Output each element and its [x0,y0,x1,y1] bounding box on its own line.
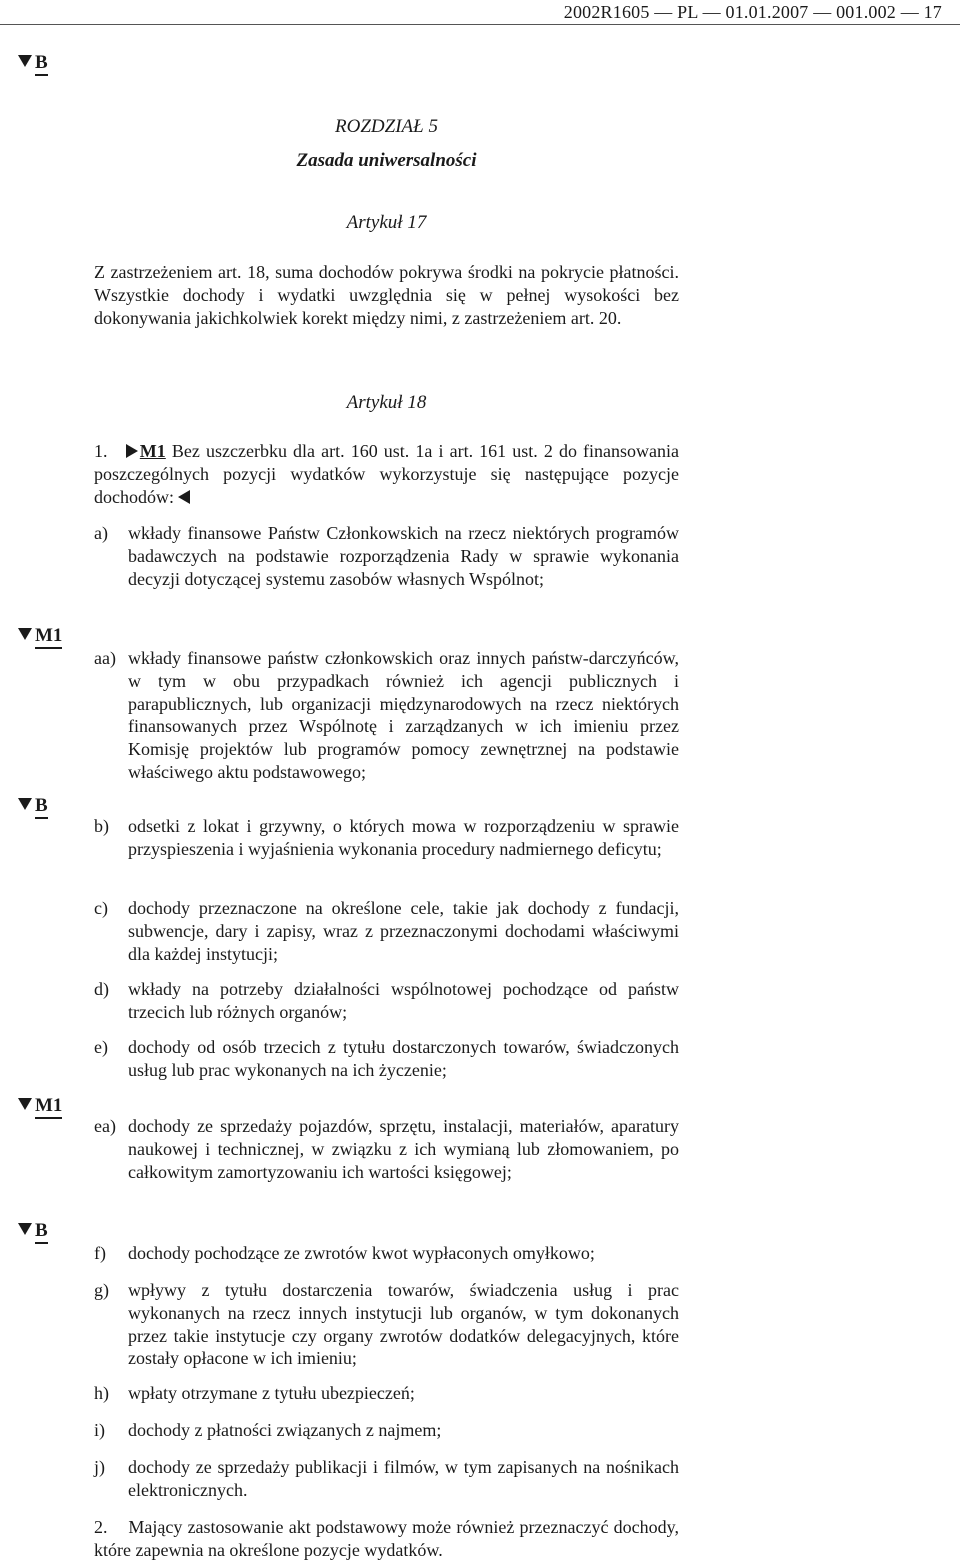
list-item [94,1382,679,1405]
list-item [94,978,679,1024]
list-item [94,1115,679,1183]
item-letter: j) [94,1457,105,1477]
item-text: wkłady finansowe państw członkowskich oraz innych państw-darczyńców, w tym w obu przypadkach również ich agencji publicznych i parapublicznych, lub organizacji międzynarodowych na rzecz niektórych finansowanych przez Wspólnotę i zarządzanych w ich imieniu przez Komisję projektów lub programów pomocy zewnętrznej na podstawie właściwego aktu podstawowego; [128,648,679,782]
list-item [94,815,679,861]
list-item [94,522,679,590]
list-item [94,1036,679,1082]
page-header [0,0,960,25]
paragraph-number: 2. [94,1517,108,1537]
list-item [94,897,679,965]
item-text: dochody ze sprzedaży pojazdów, sprzętu, instalacji, materiałów, aparatury naukowej i technicznej, w związku z ich wymianą lub złomowaniem, po całkowitym zamortyzowaniu ich wartości księgowej; [128,1116,679,1182]
item-text: dochody z płatności związanych z najmem; [128,1420,442,1440]
item-letter: ea) [94,1116,116,1136]
chapter-title: Zasada uniwersalności [296,150,477,171]
triangle-down-icon [18,1098,32,1110]
article-17-heading: Artykuł 17 [346,212,427,233]
amendment-start-arrow-icon [126,444,138,458]
list-item [94,1456,679,1502]
triangle-down-icon [18,798,32,810]
list-item [94,647,679,784]
triangle-down-icon [18,628,32,640]
paragraph-number: 1. [94,441,108,461]
paragraph-text: Bez uszczerbku dla art. 160 ust. 1a i art. 161 ust. 2 do finansowania poszczególnych pozycji wydatków wykorzystuje się następujące pozycje dochodów: [94,441,680,507]
item-text: dochody od osób trzecich z tytułu dostarczonych towarów, świadczonych usług lub prac wykonanych na ich życzenie; [128,1037,679,1080]
article-18-paragraph-2 [94,1516,679,1562]
item-text: wkłady na potrzeby działalności wspólnotowej pochodzące od państw trzecich lub różnych organów; [128,979,679,1022]
item-letter: g) [94,1280,109,1300]
amendment-marker-b: B [18,52,48,74]
item-letter: h) [94,1383,109,1403]
item-text: dochody przeznaczone na określone cele, takie jak dochody z fundacji, subwencje, dary i zapisy, wraz z przeznaczonymi dochodami właściwymi dla każdej instytucji; [128,898,679,964]
article-17-text: Z zastrzeżeniem art. 18, suma dochodów pokrywa środki na pokrycie płatności. Wszystkie dochody i wydatki uwzględnia się w pełnej wysokości bez dokonywania jakichkolwiek korekt między nimi, z zastrzeżeniem art. 20. [94,262,679,328]
chapter-number: ROZDZIAŁ 5 [335,116,438,137]
item-text: wpływy z tytułu dostarczenia towarów, świadczenia usług i prac wykonanych na rzecz innych instytucji lub organów, w tym dokonanych przez takie instytucje czy organy zwrotów dodatków delegacyjnych, które zostały opłacone w ich imieniu; [128,1280,679,1369]
item-letter: c) [94,898,108,918]
triangle-down-icon [18,1223,32,1235]
item-text: dochody pochodzące ze zwrotów kwot wypłaconych omyłkowo; [128,1243,595,1263]
item-letter: e) [94,1037,108,1057]
item-letter: d) [94,979,109,999]
list-item [94,1242,679,1265]
item-letter: b) [94,816,109,836]
article-18-paragraph-1 [94,440,679,508]
item-text: wpłaty otrzymane z tytułu ubezpieczeń; [128,1383,415,1403]
item-letter: aa) [94,648,116,668]
item-letter: i) [94,1420,105,1440]
item-letter: f) [94,1243,106,1263]
amendment-marker-b: B [18,1220,48,1242]
document-reference: 2002R1605 — PL — 01.01.2007 — 001.002 — 17 [563,2,942,22]
item-text: dochody ze sprzedaży publikacji i filmów, w tym zapisanych na nośnikach elektronicznych. [128,1457,679,1500]
list-item [94,1419,679,1442]
amendment-tag: M1 [139,441,166,461]
item-letter: a) [94,523,108,543]
amendment-marker-m1: M1 [18,1095,62,1117]
amendment-marker-m1: M1 [18,625,62,647]
amendment-end-arrow-icon [178,490,190,504]
triangle-down-icon [18,55,32,67]
item-text: wkłady finansowe Państw Członkowskich na rzecz niektórych programów badawczych na podstawie rozporządzenia Rady w sprawie wykonania decyzji dotyczącej systemu zasobów własnych Wspólnot; [128,523,679,589]
paragraph-text: Mający zastosowanie akt podstawowy może również przeznaczyć dochody, które zapewnia na określone pozycje wydatków. [94,1517,680,1560]
item-text: odsetki z lokat i grzywny, o których mowa w rozporządzeniu w sprawie przyspieszenia i wyjaśnienia wykonania procedury nadmiernego deficytu; [128,816,679,859]
amendment-marker-b: B [18,795,48,817]
article-18-heading: Artykuł 18 [346,392,427,413]
list-item [94,1279,679,1370]
